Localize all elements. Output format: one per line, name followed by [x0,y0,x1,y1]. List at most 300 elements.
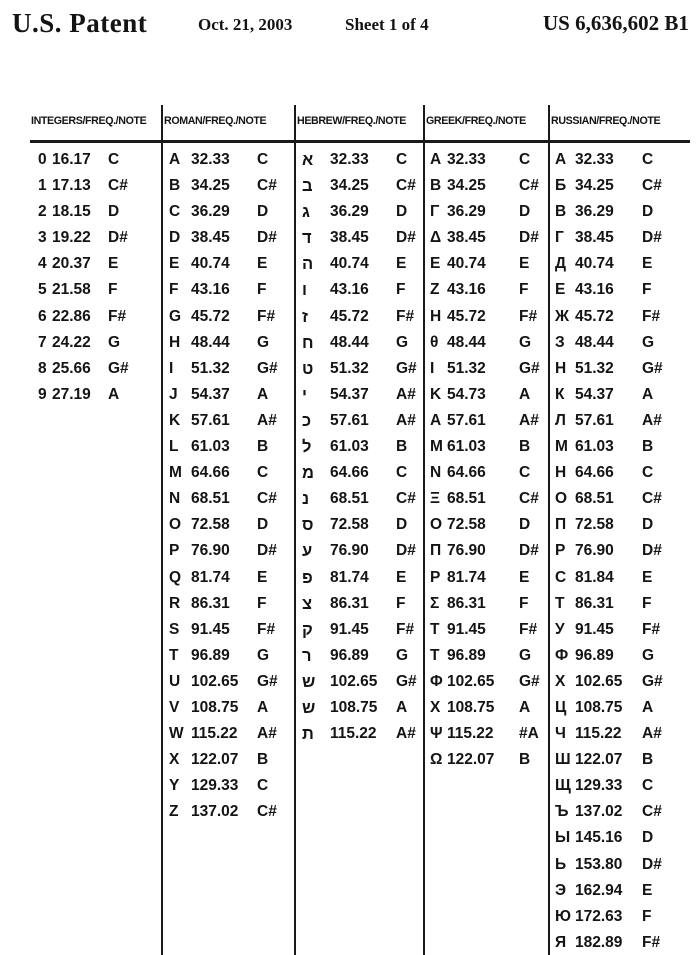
letter-cell: W [169,725,184,743]
frequency-cell: 68.51 [191,490,230,508]
column-greek [425,105,548,955]
frequency-cell: 64.66 [447,464,486,482]
letter-cell: ב [302,177,313,196]
note-cell: A# [257,725,277,743]
letter-cell: А [555,151,567,168]
frequency-cell: 122.07 [447,751,495,769]
table-row [425,486,548,512]
patent-date: Oct. 21, 2003 [198,15,293,34]
table-row [30,382,161,408]
frequency-cell: 86.31 [330,594,369,612]
table-row [425,277,548,303]
frequency-cell: 48.44 [447,333,486,351]
table-row [163,434,294,460]
letter-cell: О [555,490,568,508]
frequency-cell: 76.90 [575,542,614,560]
note-cell: F# [257,307,276,325]
letter-cell: Φ [430,672,443,690]
note-cell: C# [257,803,277,821]
frequency-cell: 17.13 [52,177,91,195]
table-row [550,747,690,773]
table-row [550,330,690,356]
frequency-cell: 122.07 [191,751,239,769]
table-row [30,277,161,303]
frequency-cell: 102.65 [191,672,239,690]
table-row [296,147,423,173]
note-cell: C [642,151,654,168]
frequency-cell: 18.15 [52,203,91,221]
letter-cell: С [555,568,567,586]
table-row [425,591,548,617]
table-row [550,356,690,382]
frequency-cell: 72.58 [191,516,230,534]
note-cell: G [257,333,270,351]
table-row [425,695,548,721]
table-row [550,695,690,721]
frequency-cell: 57.61 [575,411,614,429]
note-cell: A# [642,411,662,429]
letter-cell: O [430,516,443,534]
table-row [296,304,423,330]
note-cell: A# [642,725,662,743]
letter-cell: У [555,620,565,638]
frequency-cell: 45.72 [191,307,230,325]
table-row [550,199,690,225]
frequency-cell: 122.07 [575,751,623,769]
note-cell: A [642,698,654,716]
frequency-cell: 36.29 [575,203,614,221]
table-row [296,356,423,382]
letter-cell: Щ [555,777,571,795]
note-cell: G# [108,359,129,377]
table-row [425,747,548,773]
note-cell: F# [642,620,661,638]
letter-cell: П [555,516,567,534]
letter-cell: Δ [430,229,442,247]
note-cell: D# [642,229,662,247]
letter-cell: Я [555,933,567,951]
table-row [30,251,161,277]
frequency-cell: 86.31 [575,594,614,612]
table-row [550,669,690,695]
frequency-cell: 48.44 [191,333,230,351]
note-cell: E [108,255,119,273]
note-cell: E [519,568,530,586]
note-cell: A# [396,725,416,743]
note-cell: F [519,594,529,612]
frequency-cell: 27.19 [52,385,91,403]
table-row [163,721,294,747]
letter-cell: O [169,516,182,534]
frequency-cell: 51.32 [330,359,369,377]
letter-cell: Ш [555,751,571,769]
note-cell: D# [396,229,416,247]
frequency-cell: 61.03 [575,438,614,456]
table-row [296,512,423,538]
frequency-cell: 108.75 [575,698,623,716]
frequency-cell: 40.74 [191,255,230,273]
note-cell: A# [396,385,416,403]
letter-cell: E [430,255,441,273]
letter-cell: ת [302,725,314,744]
table-row [163,382,294,408]
table-row [425,330,548,356]
table-row [296,486,423,512]
table-row [163,617,294,643]
frequency-cell: 32.33 [575,151,614,168]
note-cell: A# [519,411,539,429]
table-row [163,747,294,773]
letter-cell: 9 [38,385,47,403]
note-cell: C# [108,177,128,195]
letter-cell: Т [555,594,565,612]
table-row [425,173,548,199]
frequency-cell: 64.66 [330,464,369,482]
frequency-cell: 38.45 [575,229,614,247]
note-cell: F# [642,933,661,951]
frequency-cell: 81.84 [575,568,614,586]
table-row [30,199,161,225]
frequency-cell: 91.45 [191,620,230,638]
table-row [296,434,423,460]
note-cell: G# [257,359,278,377]
frequency-cell: 102.65 [330,672,378,690]
table-row [296,173,423,199]
frequency-cell: 40.74 [575,255,614,273]
note-cell: F [396,594,406,612]
frequency-cell: 86.31 [447,594,486,612]
note-cell: D# [257,542,277,560]
column-rows [30,147,161,408]
letter-cell: Р [555,542,566,560]
column-integers [30,105,161,955]
note-cell: C# [642,803,662,821]
letter-cell: ו [302,281,307,300]
letter-cell: Х [555,672,566,690]
note-cell: C [108,151,120,168]
note-cell: F# [108,307,127,325]
letter-cell: 7 [38,333,47,351]
letter-cell: E [169,255,180,273]
column-hebrew [296,105,423,955]
note-cell: C# [257,177,277,195]
note-cell: D# [396,542,416,560]
letter-cell: ה [302,255,314,274]
frequency-cell: 76.90 [191,542,230,560]
note-cell: D [108,203,120,221]
letter-cell: Γ [430,203,440,221]
frequency-cell: 34.25 [447,177,486,195]
letter-cell: Ы [555,829,571,847]
table-row [30,225,161,251]
note-cell: F# [642,307,661,325]
note-cell: E [396,255,407,273]
letter-cell: 5 [38,281,47,299]
table-row [425,408,548,434]
letter-cell: ר [302,646,312,665]
table-row [425,512,548,538]
letter-cell: נ [302,490,310,509]
letter-cell: מ [302,464,314,483]
note-cell: G [396,333,409,351]
table-row [425,304,548,330]
table-row [163,330,294,356]
note-cell: A# [396,411,416,429]
note-cell: A [519,385,531,403]
letter-cell: З [555,333,565,351]
letter-cell: Z [169,803,179,821]
table-row [296,565,423,591]
note-cell: D [519,203,531,221]
letter-cell: ש [302,698,316,717]
note-cell: F# [396,307,415,325]
frequency-cell: 54.37 [330,385,369,403]
frequency-cell: 129.33 [191,777,239,795]
table-row [550,825,690,851]
note-cell: A [519,698,531,716]
table-row [163,695,294,721]
note-cell: D# [108,229,128,247]
frequency-cell: 51.32 [575,359,614,377]
frequency-cell: 57.61 [330,411,369,429]
patent-number: US 6,636,602 B1 [543,11,689,35]
frequency-cell: 51.32 [447,359,486,377]
frequency-cell: 43.16 [575,281,614,299]
note-cell: D [396,516,408,534]
letter-cell: ט [302,359,314,378]
letter-cell: Н [555,464,567,482]
letter-cell: Ю [555,907,571,925]
table-row [296,643,423,669]
note-cell: C [642,464,654,482]
note-cell: B [519,438,531,456]
letter-cell: Э [555,881,567,899]
frequency-cell: 137.02 [575,803,623,821]
frequency-cell: 25.66 [52,359,91,377]
letter-cell: 1 [38,177,47,195]
note-cell: F [108,281,118,299]
frequency-cell: 43.16 [447,281,486,299]
note-cell: F [257,594,267,612]
letter-cell: θ [430,333,439,351]
letter-cell: Π [430,542,442,560]
letter-cell: פ [302,568,313,587]
letter-cell: V [169,698,180,716]
letter-cell: צ [302,594,313,613]
table-row [163,538,294,564]
frequency-cell: 34.25 [191,177,230,195]
column-rows [425,147,548,773]
note-cell: A [108,385,120,403]
note-cell: C [396,151,408,168]
frequency-cell: 48.44 [575,333,614,351]
letter-cell: S [169,620,180,638]
table-row [550,852,690,878]
frequency-cell: 51.32 [191,359,230,377]
frequency-cell: 54.73 [447,385,486,403]
letter-cell: T [430,646,440,664]
letter-cell: H [430,307,442,325]
frequency-cell: 54.37 [191,385,230,403]
letter-cell: I [169,359,174,377]
table-row [425,434,548,460]
letter-cell: ש [302,672,316,691]
column-rows [296,147,423,747]
frequency-cell: 81.74 [330,568,369,586]
table-row [550,304,690,330]
note-cell: C [257,464,269,482]
note-cell: G# [642,359,663,377]
table-row [550,225,690,251]
frequency-cell: 76.90 [447,542,486,560]
note-cell: D# [642,542,662,560]
note-cell: F# [396,620,415,638]
note-cell: C# [396,177,416,195]
letter-cell: Z [430,281,440,299]
letter-cell: 8 [38,359,47,377]
note-cell: C [642,777,654,795]
letter-cell: G [169,307,182,325]
letter-cell: D [169,229,181,247]
frequency-cell: 64.66 [191,464,230,482]
letter-cell: F [169,281,179,299]
table-row [296,199,423,225]
note-cell: B [257,438,269,456]
note-cell: B [519,751,531,769]
table-row [296,460,423,486]
frequency-cell: 38.45 [191,229,230,247]
frequency-cell: 91.45 [575,620,614,638]
frequency-cell: 22.86 [52,307,91,325]
letter-cell: K [169,411,181,429]
note-cell: F# [257,620,276,638]
table-row [425,538,548,564]
table-row [550,486,690,512]
table-row [296,617,423,643]
table-row [163,643,294,669]
letter-cell: I [430,359,435,377]
frequency-cell: 57.61 [191,411,230,429]
note-cell: A [257,698,269,716]
frequency-cell: 91.45 [447,620,486,638]
table-row [163,199,294,225]
table-row [550,721,690,747]
note-cell: D# [642,855,662,873]
note-cell: D [642,516,654,534]
table-row [425,251,548,277]
note-cell: G [642,333,655,351]
table-row [550,512,690,538]
note-cell: E [396,568,407,586]
frequency-cell: 64.66 [575,464,614,482]
table-row [296,591,423,617]
table-row [550,773,690,799]
table-row [163,486,294,512]
letter-cell: R [169,594,181,612]
letter-cell: 0 [38,151,47,168]
letter-cell: Ψ [430,725,443,743]
frequency-cell: 108.75 [191,698,239,716]
table-row [425,460,548,486]
note-cell: G [519,333,532,351]
table-row [163,225,294,251]
frequency-table [30,105,690,955]
table-row [550,591,690,617]
table-row [163,356,294,382]
table-row [550,460,690,486]
column-header: ROMAN/FREQ./NOTE [164,115,267,127]
note-cell: C# [642,177,662,195]
letter-cell: ג [302,203,310,222]
note-cell: G [257,646,270,664]
frequency-cell: 61.03 [447,438,486,456]
table-row [163,512,294,538]
frequency-cell: 145.16 [575,829,623,847]
frequency-cell: 36.29 [447,203,486,221]
note-cell: D# [257,229,277,247]
letter-cell: Ф [555,646,569,664]
note-cell: B [642,438,654,456]
letter-cell: N [430,464,442,482]
frequency-cell: 91.45 [330,620,369,638]
frequency-cell: 108.75 [330,698,378,716]
note-cell: E [642,255,653,273]
note-cell: F [519,281,529,299]
frequency-cell: 102.65 [575,672,623,690]
frequency-cell: 153.80 [575,855,623,873]
letter-cell: Ь [555,855,567,873]
letter-cell: א [302,151,314,169]
column-header: INTEGERS/FREQ./NOTE [31,115,147,127]
frequency-cell: 38.45 [330,229,369,247]
note-cell: E [257,568,268,586]
patent-title: U.S. Patent [12,8,148,38]
frequency-cell: 36.29 [191,203,230,221]
note-cell: #A [519,725,539,743]
patent-header [0,0,700,60]
letter-cell: 2 [38,203,47,221]
frequency-cell: 81.74 [447,568,486,586]
letter-cell: ע [302,542,313,561]
table-row [296,330,423,356]
note-cell: D [396,203,408,221]
table-row [550,904,690,930]
frequency-cell: 21.58 [52,281,91,299]
frequency-cell: 68.51 [447,490,486,508]
column-russian [550,105,690,955]
letter-cell: L [169,438,179,456]
note-cell: G# [519,672,540,690]
note-cell: D [519,516,531,534]
letter-cell: Н [555,359,567,377]
column-header: GREEK/FREQ./NOTE [426,115,526,127]
frequency-cell: 108.75 [447,698,495,716]
table-row [425,147,548,173]
frequency-cell: 54.37 [575,385,614,403]
letter-cell: H [169,333,181,351]
letter-cell: A [169,151,181,168]
note-cell: G# [396,672,417,690]
letter-cell: B [430,177,442,195]
frequency-cell: 43.16 [330,281,369,299]
letter-cell: ז [302,307,309,326]
table-row [30,356,161,382]
letter-cell: М [555,438,568,456]
note-cell: C# [396,490,416,508]
table-row [425,225,548,251]
letter-cell: C [169,203,181,221]
frequency-cell: 162.94 [575,881,623,899]
